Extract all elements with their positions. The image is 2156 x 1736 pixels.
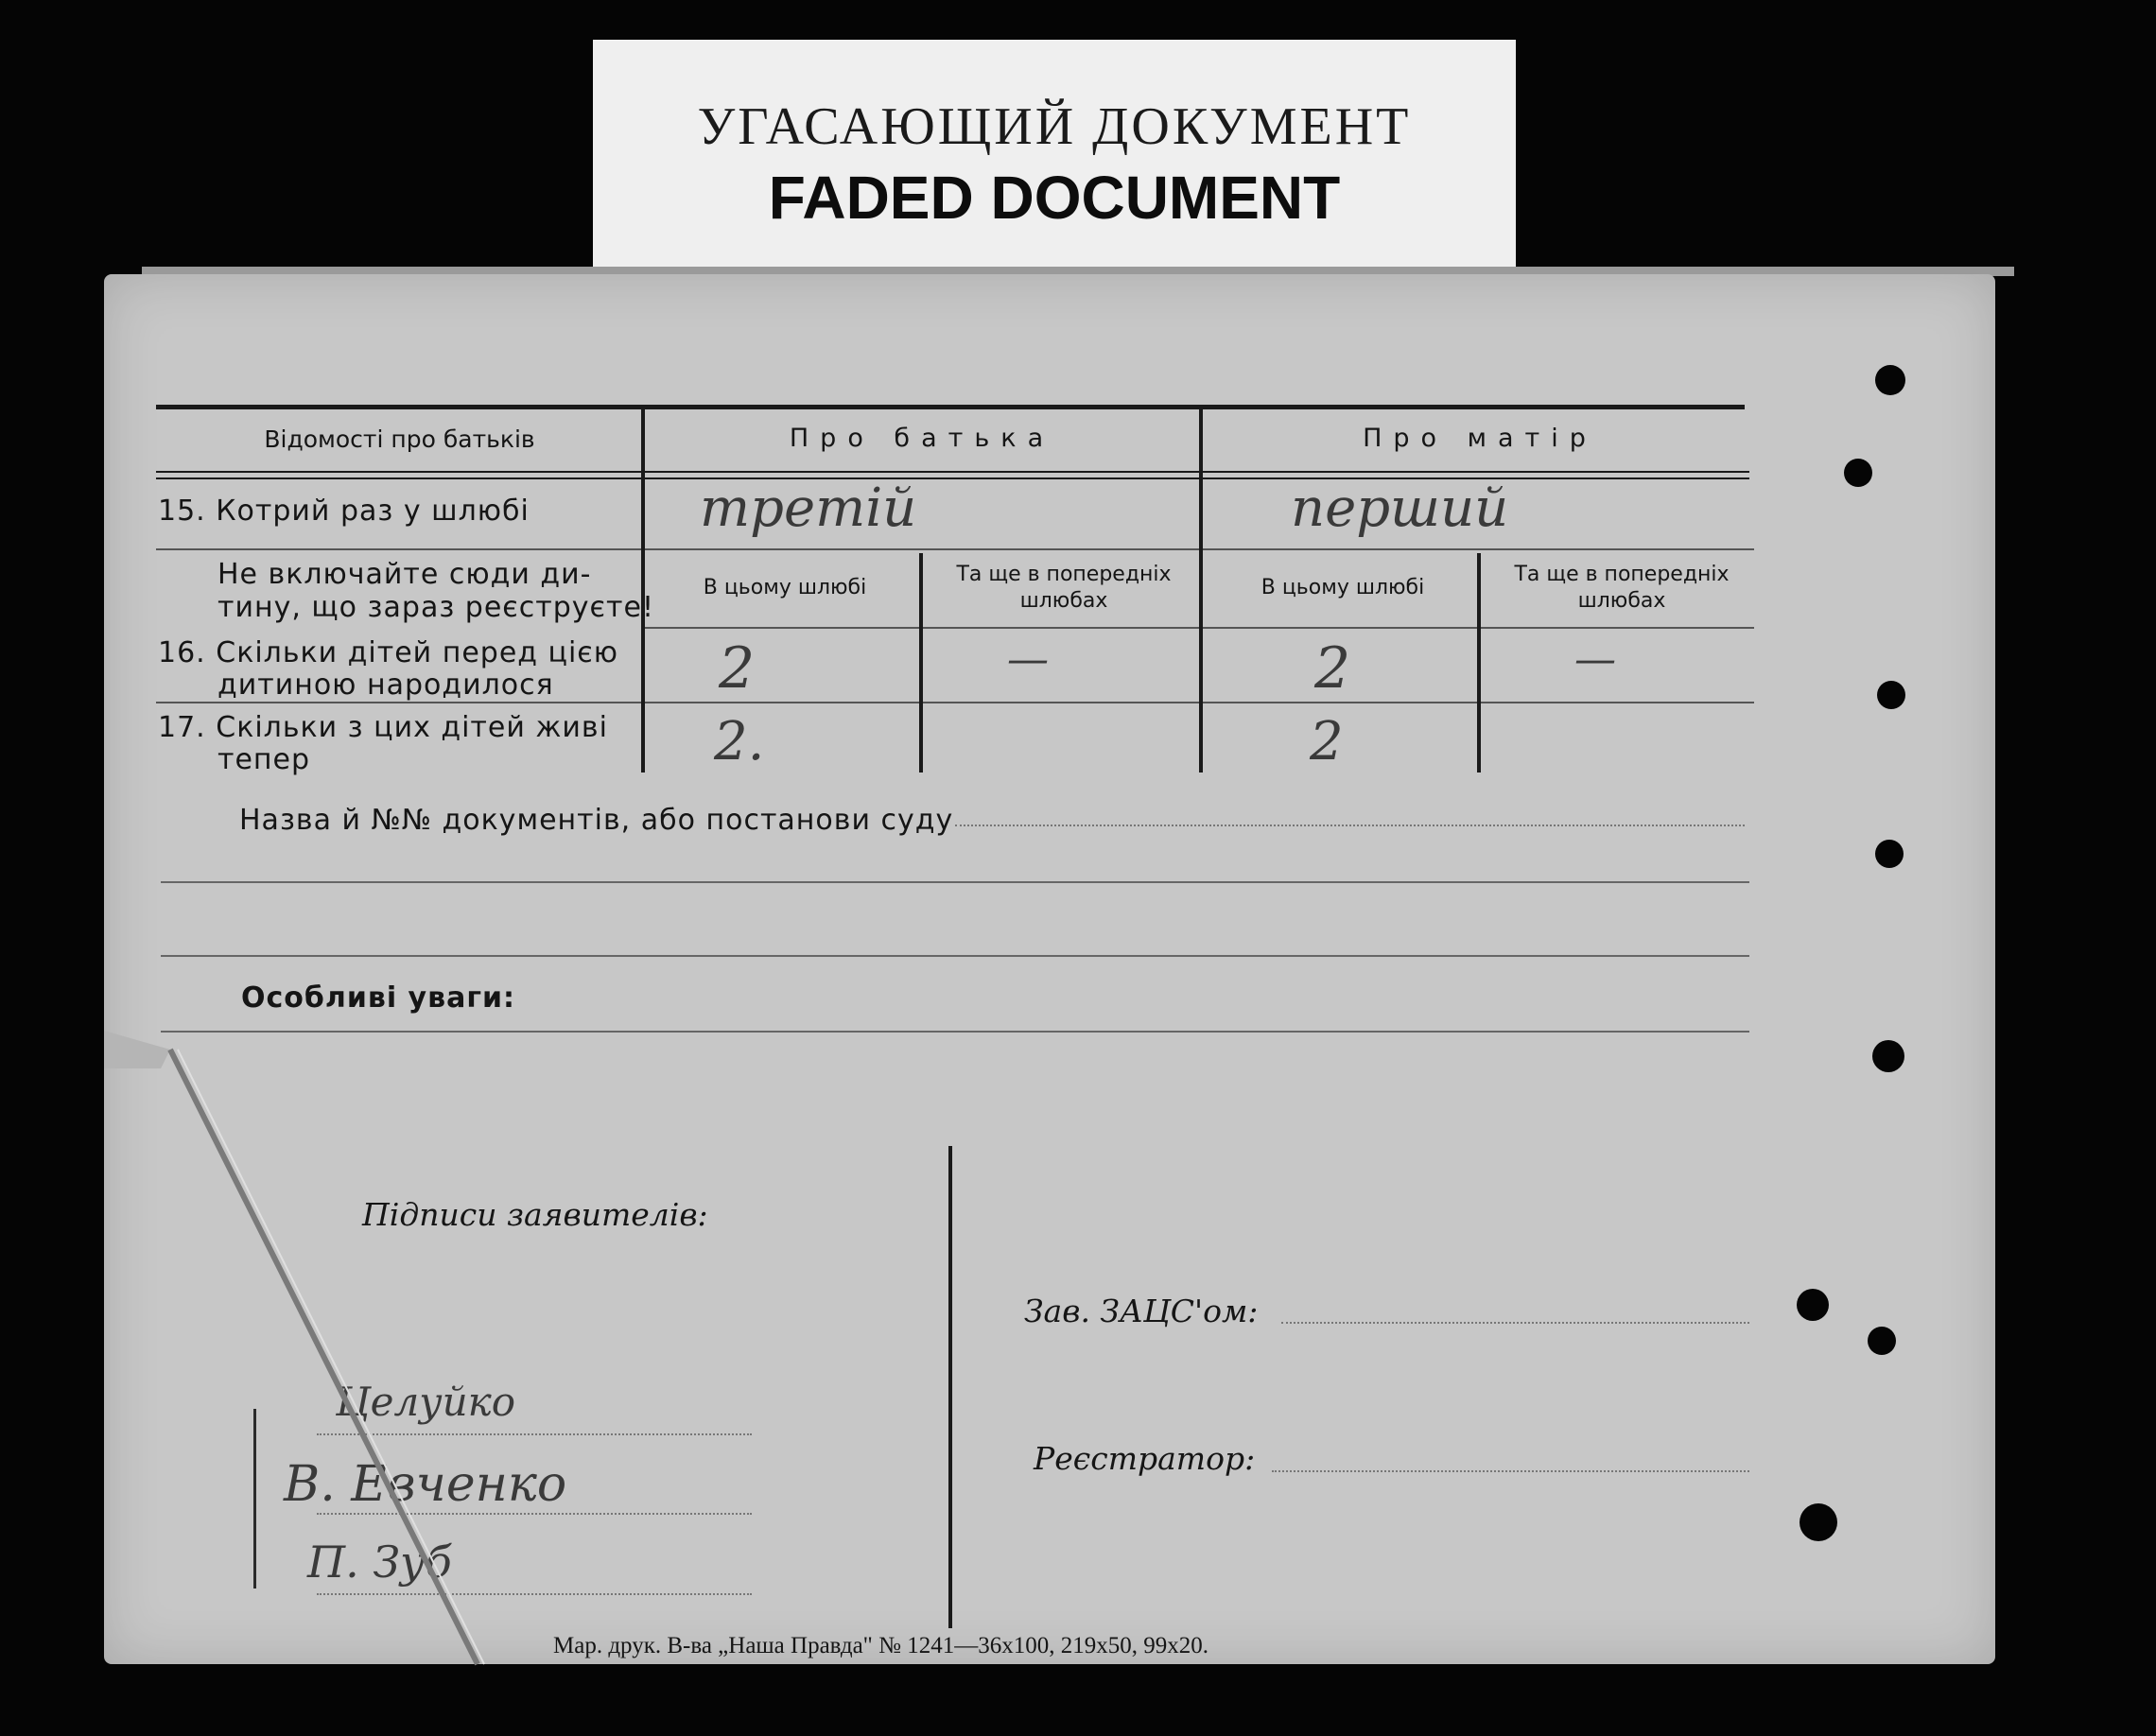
- mother-prev-marriages-header: Та ще в попередніх шлюбах: [1514, 563, 1730, 613]
- row16-father-this: 2: [719, 635, 756, 702]
- zags-head-line: [1281, 1322, 1749, 1324]
- subcol-divider-mother: [1477, 553, 1481, 773]
- row15-mother-value: перший: [1291, 477, 1509, 539]
- row16-father-prev: —: [1007, 635, 1049, 684]
- punch-hole: [1800, 1503, 1837, 1541]
- banner-title-ru: УГАСАЮЩИЙ ДОКУМЕНТ: [697, 97, 1412, 156]
- subcol-divider-father: [919, 553, 923, 773]
- header-rule-1: [156, 471, 1749, 473]
- signature-3: П. Зуб: [307, 1536, 452, 1588]
- row15-father-value: третій: [700, 477, 917, 539]
- mother-this-marriage-header: В цьому шлюбі: [1261, 576, 1425, 599]
- zags-head-label: Зав. ЗАЦС'ом:: [1024, 1293, 1259, 1329]
- punch-hole: [1797, 1289, 1829, 1321]
- registrar-line: [1272, 1470, 1749, 1472]
- header-mother: Про матір: [1363, 424, 1597, 453]
- punch-hole: [1877, 681, 1905, 709]
- punch-hole: [1875, 365, 1905, 395]
- punch-hole: [1868, 1327, 1896, 1355]
- row17-line-1: 17. Скільки з цих дітей живі: [158, 711, 608, 744]
- punch-hole: [1872, 1040, 1904, 1072]
- header-rule-2: [156, 477, 1749, 479]
- row16-line-2: дитиною народилося: [217, 668, 554, 702]
- row16-rule: [156, 702, 1754, 703]
- row15-label: 15. Котрий раз у шлюбі: [158, 495, 530, 528]
- applicants-signatures-label: Підписи заявителів:: [362, 1196, 708, 1233]
- father-this-marriage-header: В цьому шлюбі: [703, 576, 867, 599]
- row17-line-2: тепер: [217, 743, 311, 776]
- punch-hole: [1875, 840, 1904, 868]
- note-line-1: Не включайте сюди ди-: [217, 558, 592, 591]
- documents-line-2: [161, 881, 1749, 883]
- signature-divider: [948, 1146, 952, 1628]
- note-line-2: тину, що зараз реєструєте!: [217, 591, 654, 624]
- faded-document-banner: [593, 40, 1516, 276]
- row17-father-this: 2.: [714, 711, 765, 773]
- signature-1: Целуйко: [336, 1379, 516, 1425]
- documents-dotted-line: [955, 825, 1745, 826]
- row16-mother-this: 2: [1314, 635, 1351, 702]
- row15-rule: [156, 548, 1754, 550]
- col-divider-2: [1199, 408, 1203, 773]
- documents-line-3: [161, 955, 1749, 957]
- banner-title-en: FADED DOCUMENT: [768, 164, 1341, 232]
- header-info: Відомості про батьків: [264, 425, 535, 453]
- fold-crease: [104, 1012, 501, 1674]
- special-notes-label: Особливі уваги:: [241, 981, 516, 1015]
- printer-imprint: Мар. друк. В-ва „Наша Правда" № 1241—36x100, 219x50, 99x20.: [553, 1633, 1208, 1658]
- punch-hole: [1844, 459, 1872, 487]
- row16-mother-prev: —: [1574, 635, 1616, 684]
- registrar-label: Реєстратор:: [1034, 1440, 1256, 1477]
- row17-mother-this: 2: [1310, 711, 1344, 773]
- father-prev-marriages-header: Та ще в попередніх шлюбах: [956, 563, 1172, 613]
- row16-line-1: 16. Скільки дітей перед цією: [158, 636, 619, 669]
- table-top-rule: [156, 405, 1745, 409]
- header-father: Про батька: [789, 424, 1055, 453]
- documents-label: Назва й №№ документів, або постанови суду: [239, 804, 954, 837]
- signature-2: В. Евченко: [284, 1456, 567, 1513]
